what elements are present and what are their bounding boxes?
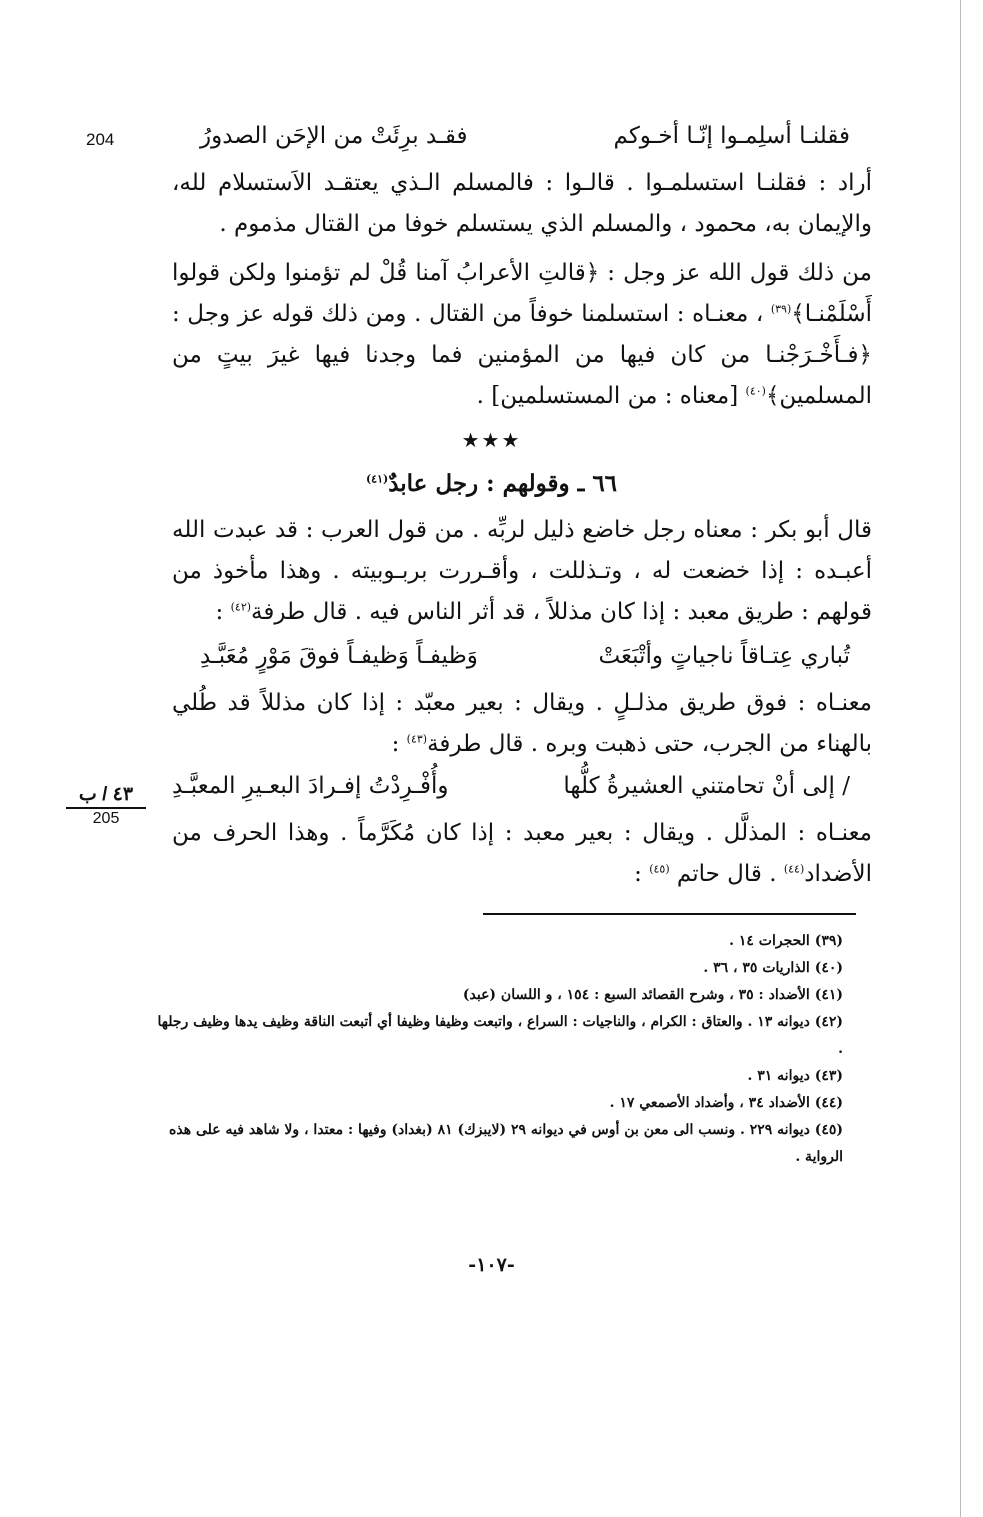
verse-line-1 <box>200 123 850 149</box>
paragraph-5-text-c: : <box>634 861 650 887</box>
paragraph-2-text-a: من ذلك قول الله عز وجل : ﴿قالتِ الأعرابُ آمنا قُلْ لم تؤمنوا ولكن قولوا أَسْلَمْنـا﴾ <box>172 260 872 327</box>
verse-hemistich-right: تُباري عِتـاقاً ناجياتٍ وأتْبَعَتْ <box>598 643 850 669</box>
section-separator-stars: ★★★ <box>461 428 522 452</box>
manuscript-folio-reference <box>66 783 146 828</box>
paragraph-3 <box>172 510 872 633</box>
footnote-44: (٤٤) الأضداد ٣٤ ، وأضداد الأصمعي ١٧ . <box>609 1095 843 1111</box>
footnote-ref-41[interactable]: (٤١) <box>365 472 389 486</box>
verse-hemistich-left: فقـد برِئَتْ من الإحَن الصدورُ <box>200 123 468 149</box>
paragraph-4 <box>172 683 872 765</box>
paragraph-5-text-a: معنـاه : المذلَّل . ويقال : بعير معبد : إذا كان مُكَرَّماً . وهذا الحرف من الأضداد <box>172 820 872 887</box>
footnote-ref-40[interactable]: (٤٠) <box>745 384 766 398</box>
footnote-42: (٤٢) ديوانه ١٣ . والعتاق : الكرام ، والناجيات : السراع ، واتبعت وظيفا وظيفا أي أتبعت الناقة وظيف يدها وظيف رجلها . <box>157 1014 843 1057</box>
footnote-ref-43[interactable]: (٤٣) <box>406 732 428 746</box>
verse-hemistich-left: وَظيفـاً وَظيفـاً فوقَ مَوْرٍ مُعَبَّـدِ <box>200 643 478 669</box>
verse-hemistich-right: / إلى أنْ تحامتني العشيرةُ كلُّها <box>563 773 850 799</box>
paragraph-2 <box>172 253 872 417</box>
paragraph-4-text-a: معنـاه : فوق طريق مذلـلٍ . ويقال : بعير معبّد : إذا كان مذللاً قد طُلي بالهناء من الجرب، حتى ذهبت وبره . قال طرفة <box>172 690 872 757</box>
verse-line-2 <box>200 643 850 669</box>
paragraph-3-text-b: : <box>215 599 231 625</box>
paragraph-1: أراد : فقلنـا استسلمـوا . قالـوا : فالمسلم الـذي يعتقـد الاَستسلام لله، والإيمان به، محمود ، والمسلم الذي يستسلم خوفا من القتال مذموم . <box>172 170 872 237</box>
paragraph-5-text-b: . قال حاتم <box>669 861 784 887</box>
verse-hemistich-right: فقلنـا أسلِمـوا إنّـا أخـوكم <box>613 123 850 149</box>
page-reference-number: 204 <box>86 130 115 149</box>
verse-hemistich-left: وأُفْـرِدْتُ إفـرادَ البعـيرِ المعبَّـدِ <box>172 773 449 799</box>
folio-page-number: 205 <box>92 810 120 827</box>
footnote-ref-42[interactable]: (٤٢) <box>230 600 252 614</box>
paragraph-2-text-c: [معناه : من المستسلمين] . <box>476 383 746 409</box>
footnote-ref-45[interactable]: (٤٥) <box>649 862 670 876</box>
footnote-45: (٤٥) ديوانه ٢٢٩ . ونسب الى معن بن أوس في ديوانه ٢٩ (لايبزك) ٨١ (بغداد) وفيها : معتدا ، ولا شاهد فيه على هذه الرواية . <box>169 1122 843 1165</box>
paragraph-2-text-b: ، معنـاه : استسلمنا خوفاً من القتال . ومن ذلك قوله عز وجل : ﴿فـأَخْـرَجْنـا من كان فيها من المؤمنين فما وجدنا فيها غيرَ بيتٍ من المسلمين﴾ <box>172 301 872 409</box>
footnote-separator-rule <box>483 913 856 915</box>
folio-label: ٤٣ / ب <box>66 783 146 809</box>
footnote-ref-44[interactable]: (٤٤) <box>783 862 805 876</box>
paragraph-4-text-b: : <box>391 731 407 757</box>
page-number: -١٠٧- <box>468 1254 515 1276</box>
footnote-39: (٣٩) الحجرات ١٤ . <box>729 933 843 949</box>
footnotes-list <box>150 928 843 1171</box>
paragraph-3-text-a: قال أبو بكر : معناه رجل خاضع ذليل لربِّه . من قول العرب : قد عبدت الله أعبـده : إذا خضعت له ، وتـذللت ، وأقـررت بربـوبيته . وهذا مأخوذ من قولهم : طريق معبد : إذا كان مذللاً ، قد أثر الناس فيه . قال طرفة <box>172 517 872 625</box>
footnote-40: (٤٠) الذاريات ٣٥ ، ٣٦ . <box>703 960 843 976</box>
footnote-ref-39[interactable]: (٣٩) <box>770 302 792 316</box>
verse-line-3 <box>172 773 850 799</box>
footnote-41: (٤١) الأضداد : ٣٥ ، وشرح القصائد السبع : ١٥٤ ، و اللسان (عبد) <box>462 987 843 1003</box>
section-heading-text: ٦٦ ـ وقولهم : رجل عابدٌ <box>388 470 618 497</box>
section-heading <box>0 470 983 497</box>
footnote-43: (٤٣) ديوانه ٣١ . <box>747 1068 843 1084</box>
paragraph-5 <box>172 813 872 895</box>
scan-edge-line <box>960 0 961 1517</box>
